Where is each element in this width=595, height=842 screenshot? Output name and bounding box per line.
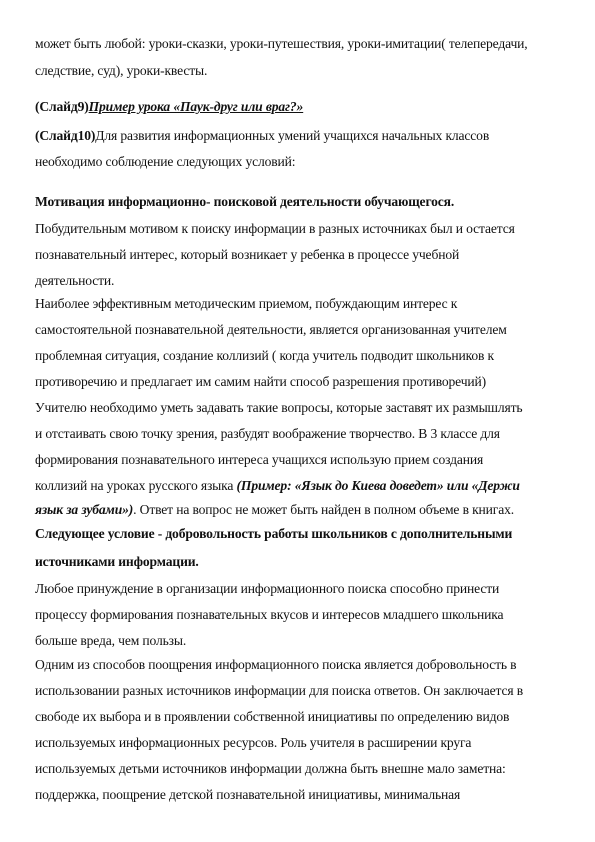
slide10-text-1: Для развития информационных умений учащихся начальных классов (95, 128, 490, 143)
para5-line-5: используемых детьми источников информации должна быть внешне мало заметна: (35, 761, 506, 776)
para3-line-5-text: . Ответ на вопрос не может быть найден в полном объеме в книгах. (133, 502, 514, 517)
para5-line-3: свободе их выбора и в проявлении собственной инициативы по определению видов (35, 709, 510, 724)
para3-line-4-text: коллизий на уроках русского языка (35, 478, 237, 493)
heading-voluntary-2: источниками информации. (35, 554, 199, 569)
slide9-label: (Слайд9) (35, 99, 89, 114)
heading-motivation: Мотивация информационно- поисковой деятельности обучающегося. (35, 194, 455, 209)
para5-line-6: поддержка, поощрение детской познавательной инициативы, минимальная (35, 787, 461, 802)
para3-line-2: и отстаивать свою точку зрения, разбудят воображение творчество. В 3 классе для (35, 426, 500, 441)
slide9-title: Пример урока «Паук-друг или враг?» (88, 99, 304, 114)
para3-line-5 (35, 501, 514, 519)
para4-line-1: Любое принуждение в организации информационного поиска способно принести (35, 581, 500, 596)
para2-line-1: Наиболее эффективным методическим приемом, побуждающим интерес к (35, 296, 458, 311)
intro-line-2: следствие, суд), уроки-квесты. (35, 63, 208, 78)
slide10-line-2: необходимо соблюдение следующих условий: (35, 154, 296, 169)
para2-line-2: самостоятельной познавательной деятельности, является организованная учителем (35, 322, 507, 337)
para3-example-2: язык за зубами») (35, 502, 134, 517)
para1-line-2: познавательный интерес, который возникает у ребенка в процессе учебной (35, 247, 460, 262)
para1-line-3: деятельности. (35, 273, 115, 288)
para5-line-1: Одним из способов поощрения информационного поиска является добровольность в (35, 657, 517, 672)
slide10-label: (Слайд10) (35, 128, 96, 143)
para5-line-2: использовании разных источников информации для поиска ответов. Он заключается в (35, 683, 523, 698)
para3-line-3: формирования познавательного интереса учащихся использую прием создания (35, 452, 484, 467)
slide10-line-1 (35, 127, 489, 145)
para1-line-1: Побудительным мотивом к поиску информации в разных источниках был и остается (35, 221, 515, 236)
para2-line-4: противоречию и предлагает им самим найти способ разрешения противоречий) (35, 374, 487, 389)
para3-line-1: Учителю необходимо уметь задавать такие вопросы, которые заставят их размышлять (35, 400, 523, 415)
para4-line-2: процессу формирования познавательных вкусов и интересов младшего школьника (35, 607, 504, 622)
para5-line-4: используемых информационных ресурсов. Роль учителя в расширении круга (35, 735, 472, 750)
slide9-line (35, 98, 303, 116)
para3-example-1: (Пример: «Язык до Киева доведет» или «Держи (236, 478, 520, 493)
para4-line-3: больше вреда, чем пользы. (35, 633, 187, 648)
para3-line-4 (35, 477, 520, 495)
para2-line-3: проблемная ситуация, создание коллизий ( когда учитель подводит школьников к (35, 348, 494, 363)
heading-voluntary-1: Следующее условие - добровольность работы школьников с дополнительными (35, 526, 513, 541)
intro-line-1: может быть любой: уроки-сказки, уроки-путешествия, уроки-имитации( телепередачи, (35, 36, 528, 51)
